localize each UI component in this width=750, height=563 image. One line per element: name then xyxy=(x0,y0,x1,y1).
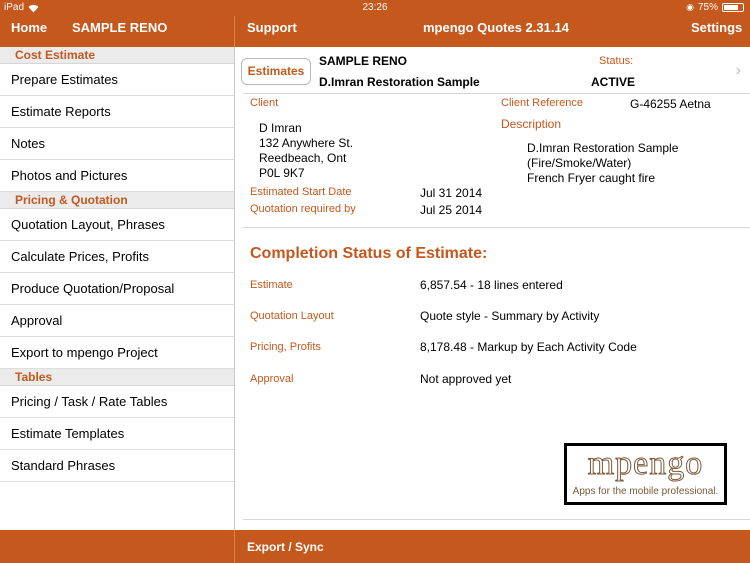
sidebar-item-photos[interactable]: Photos and Pictures xyxy=(0,160,234,192)
client-name: D Imran xyxy=(259,121,302,135)
quote-required-value: Jul 25 2014 xyxy=(420,203,483,217)
estimates-button[interactable]: Estimates xyxy=(241,58,311,85)
row-pricing-value[interactable]: 8,178.48 - Markup by Each Activity Code xyxy=(420,340,637,354)
sidebar-item-pricing-tables[interactable]: Pricing / Task / Rate Tables xyxy=(0,386,234,418)
start-date-label: Estimated Start Date xyxy=(250,186,352,198)
row-estimate-label: Estimate xyxy=(250,279,293,291)
sidebar-item-approval[interactable]: Approval xyxy=(0,305,234,337)
top-bar xyxy=(0,0,750,47)
client-address-line2: Reedbeach, Ont xyxy=(259,151,347,165)
description-line3: French Fryer caught fire xyxy=(527,171,656,185)
row-quotation-layout-label: Quotation Layout xyxy=(250,310,334,322)
sidebar xyxy=(0,47,235,530)
row-estimate-value[interactable]: 6,857.54 - 18 lines entered xyxy=(420,278,563,292)
chevron-right-icon[interactable]: › xyxy=(735,62,741,79)
start-date-value: Jul 31 2014 xyxy=(420,186,483,200)
client-address-line1: 132 Anywhere St. xyxy=(259,136,354,150)
sidebar-item-estimate-templates[interactable]: Estimate Templates xyxy=(0,418,234,450)
status-value: ACTIVE xyxy=(591,75,636,89)
sidebar-item-quotation-layout[interactable]: Quotation Layout, Phrases xyxy=(0,209,234,241)
row-quotation-layout-value[interactable]: Quote style - Summary by Activity xyxy=(420,309,600,323)
status-label: Status: xyxy=(599,55,634,67)
sidebar-item-calculate-prices[interactable]: Calculate Prices, Profits xyxy=(0,241,234,273)
client-label: Client xyxy=(250,97,279,109)
logo-inner xyxy=(567,446,724,502)
sidebar-item-estimate-reports[interactable]: Estimate Reports xyxy=(0,96,234,128)
section-separator xyxy=(243,227,750,228)
sidebar-item-prepare-estimates[interactable]: Prepare Estimates xyxy=(0,64,234,96)
section-header-tables: Tables xyxy=(0,369,234,386)
export-sync-button[interactable]: Export / Sync xyxy=(247,540,324,554)
status-bar xyxy=(0,0,750,16)
mpengo-logo xyxy=(564,443,727,505)
battery-icon xyxy=(722,3,744,12)
app-title: mpengo Quotes 2.31.14 xyxy=(423,20,569,35)
bottom-divider xyxy=(234,530,235,563)
description-line2: (Fire/Smoke/Water) xyxy=(527,156,632,170)
row-approval-value[interactable]: Not approved yet xyxy=(420,372,512,386)
detail-pane xyxy=(235,47,750,530)
device-name: iPad xyxy=(4,2,25,13)
project-description: D.Imran Restoration Sample xyxy=(319,75,480,89)
rotation-lock-icon: ◉ xyxy=(686,2,694,12)
sidebar-item-standard-phrases[interactable]: Standard Phrases xyxy=(0,450,234,482)
client-reference-value: G-46255 Aetna xyxy=(630,97,711,111)
footer-separator xyxy=(243,519,750,520)
settings-button[interactable]: Settings xyxy=(691,20,743,35)
project-title: SAMPLE RENO xyxy=(72,20,168,35)
logo-tagline: Apps for the mobile professional. xyxy=(572,486,719,497)
battery-percent: 75% xyxy=(697,2,718,13)
description-label: Description xyxy=(501,117,562,131)
project-name: SAMPLE RENO xyxy=(319,54,408,68)
home-button[interactable]: Home xyxy=(11,20,48,35)
row-pricing-label: Pricing, Profits xyxy=(250,341,321,353)
nav-divider xyxy=(234,16,235,47)
status-right xyxy=(686,2,744,13)
header-separator xyxy=(243,93,750,94)
sidebar-item-notes[interactable]: Notes xyxy=(0,128,234,160)
client-reference-label: Client Reference xyxy=(501,97,583,109)
logo-wordmark: mpengo xyxy=(587,445,704,482)
row-approval-label: Approval xyxy=(250,373,294,385)
description-line1: D.Imran Restoration Sample xyxy=(527,141,679,155)
sidebar-item-export-project[interactable]: Export to mpengo Project xyxy=(0,337,234,369)
status-time: 23:26 xyxy=(362,2,388,13)
quote-required-label: Quotation required by xyxy=(250,203,356,215)
support-button[interactable]: Support xyxy=(247,20,297,35)
section-header-pricing-quotation: Pricing & Quotation xyxy=(0,192,234,209)
client-postal-code: P0L 9K7 xyxy=(259,166,305,180)
section-header-cost-estimate: Cost Estimate xyxy=(0,47,234,64)
bottom-bar xyxy=(0,530,750,563)
completion-heading: Completion Status of Estimate: xyxy=(250,245,488,262)
sidebar-item-produce-quotation[interactable]: Produce Quotation/Proposal xyxy=(0,273,234,305)
